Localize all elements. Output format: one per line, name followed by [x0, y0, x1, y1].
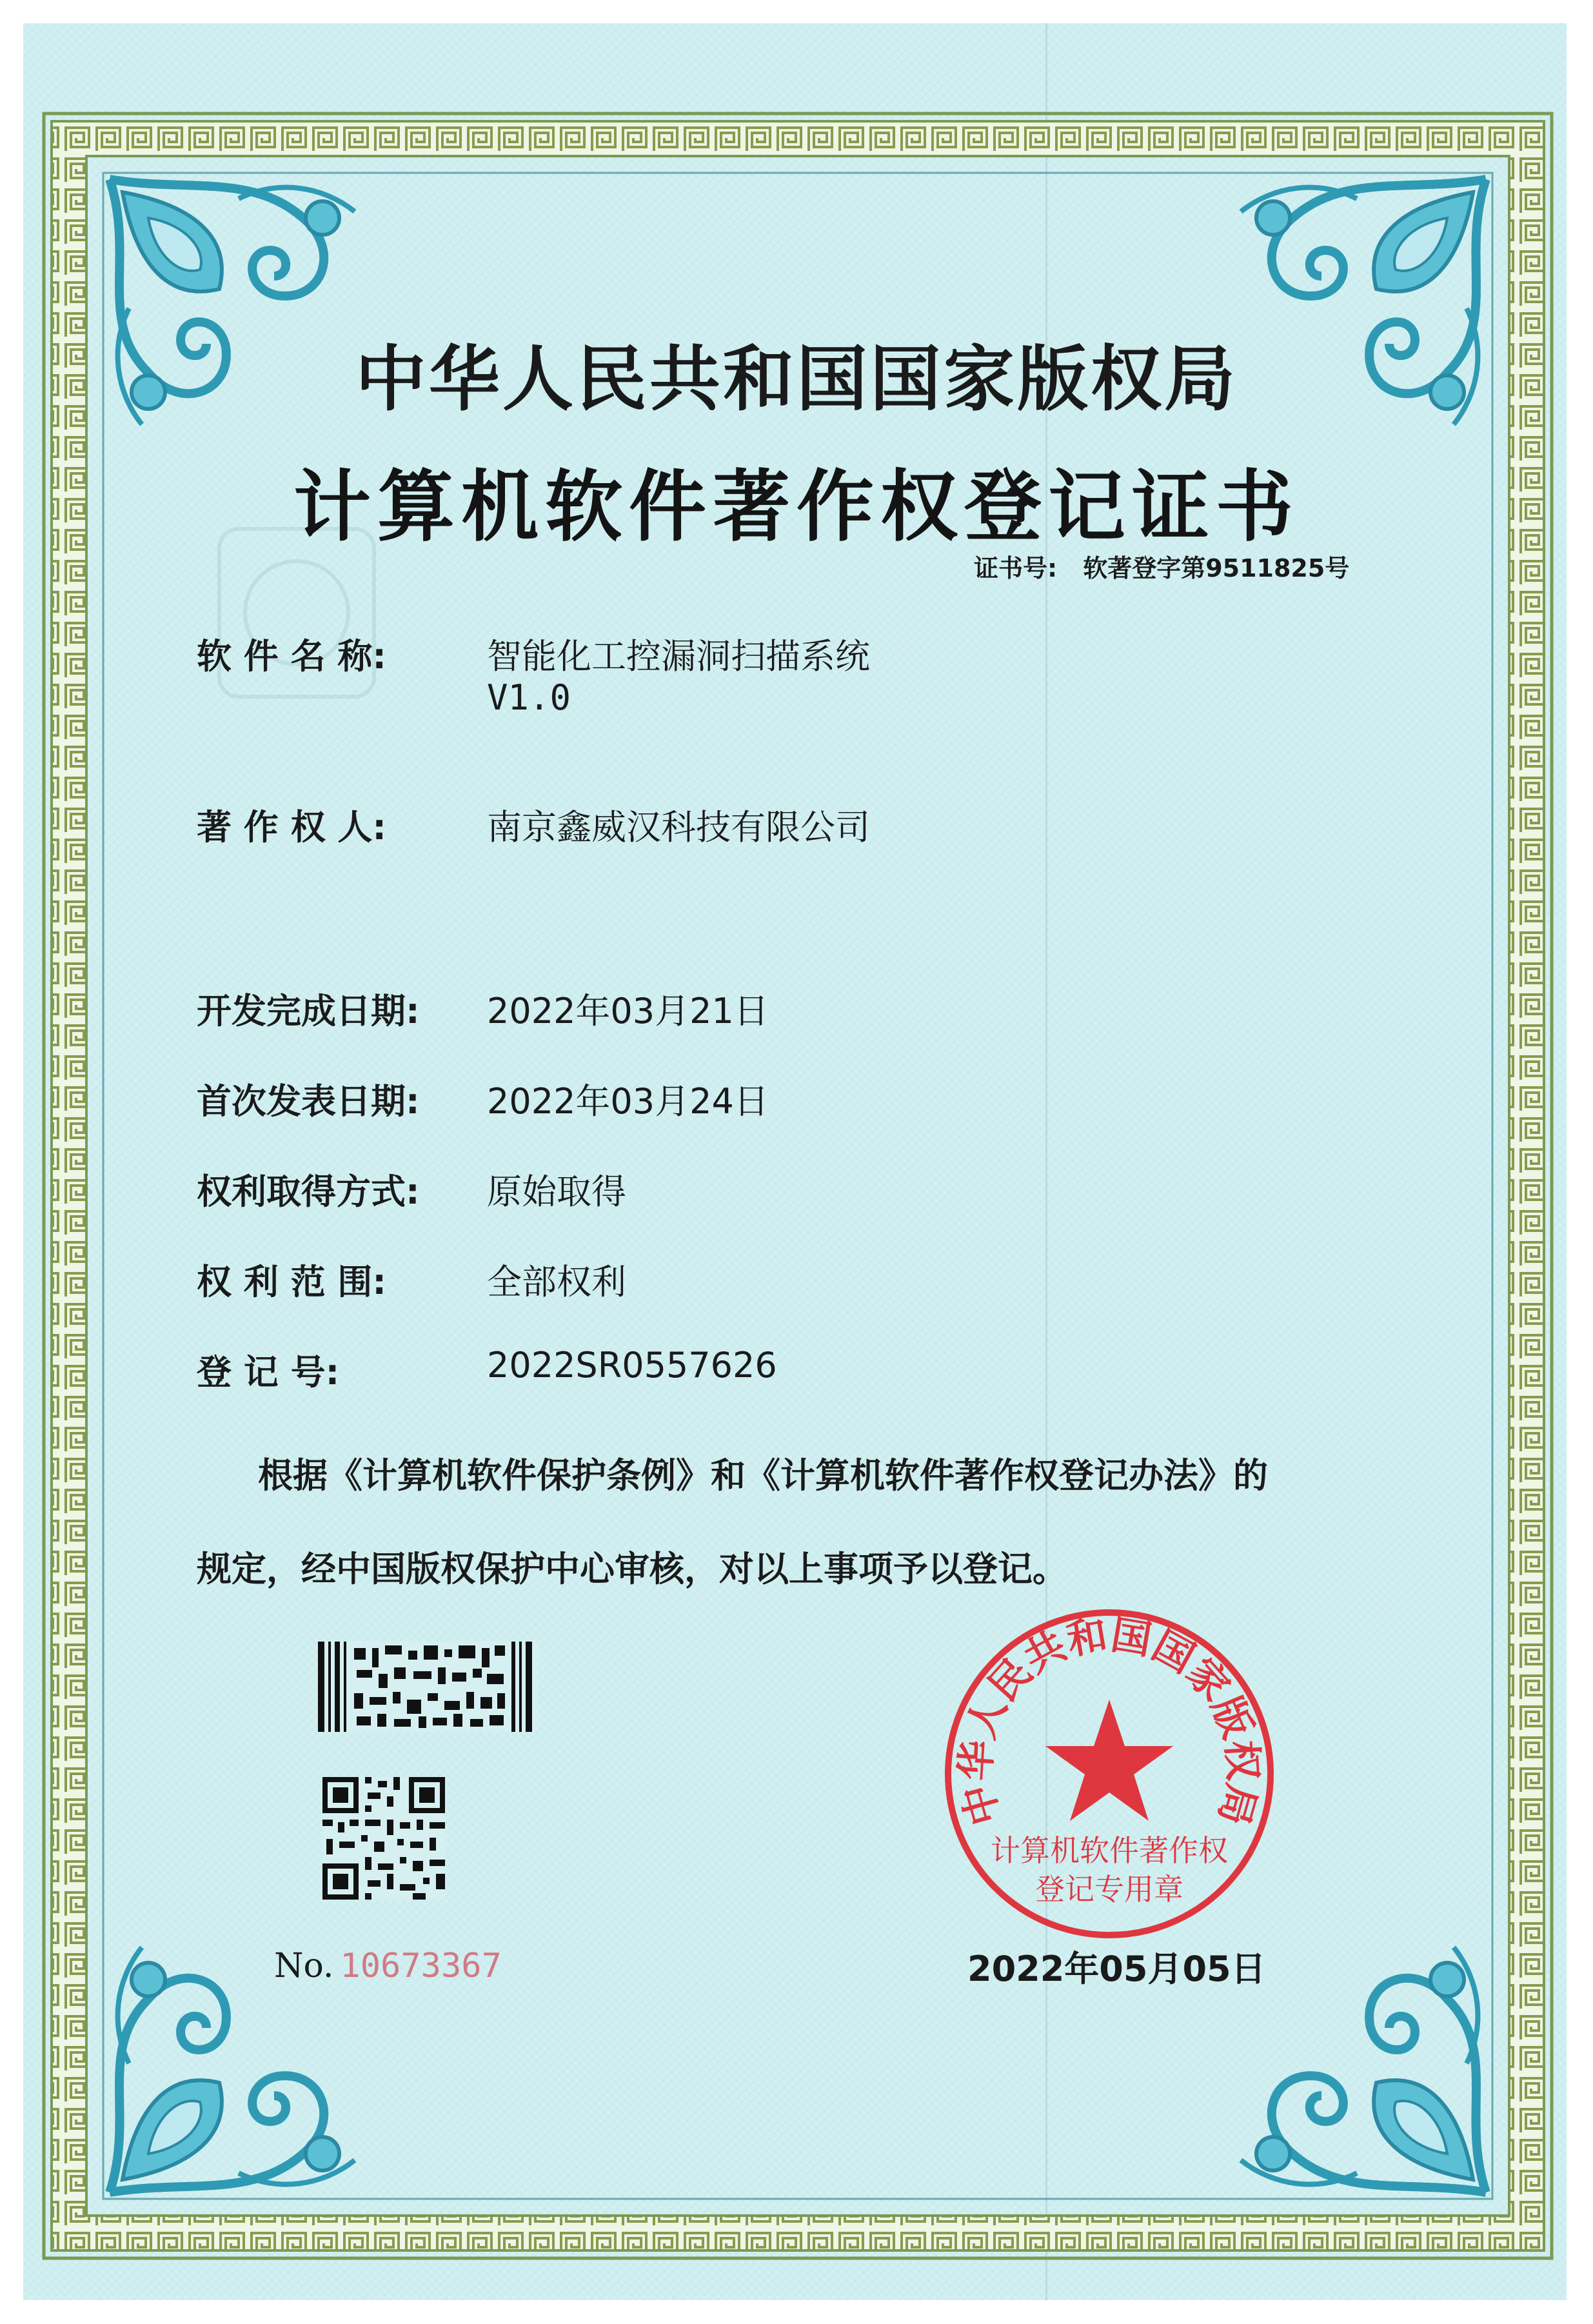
serial-prefix: No. — [274, 1947, 334, 1985]
registration-label: 登 记 号: — [197, 1352, 340, 1393]
serial-value: 10673367 — [340, 1947, 502, 1985]
scope-value: 全部权利 — [487, 1262, 626, 1302]
seal-inner-line-2: 登记专用章 — [1035, 1872, 1183, 1907]
registration-value: 2022SR0557626 — [487, 1345, 777, 1385]
issue-date: 2022年05月05日 — [967, 1949, 1266, 1989]
scope-label: 权 利 范 围: — [197, 1262, 386, 1302]
certificate-title: 计算机软件著作权登记证书 — [293, 462, 1300, 552]
barcode — [318, 1642, 537, 1732]
certificate-number-value: 软著登字第9511825号 — [1083, 554, 1350, 582]
acquisition-label: 权利取得方式: — [197, 1171, 420, 1212]
qr-code — [322, 1777, 445, 1900]
statement-line-2: 规定，经中国版权保护中心审核，对以上事项予以登记。 — [197, 1549, 1067, 1589]
owner-label: 著 作 权 人: — [197, 807, 386, 848]
software-version-value: V1.0 — [487, 677, 571, 718]
seal-inner-line-1: 计算机软件著作权 — [991, 1833, 1228, 1868]
issuer-title: 中华人民共和国国家版权局 — [355, 338, 1238, 421]
official-seal — [938, 1603, 1280, 1945]
publish-date-label: 首次发表日期: — [197, 1081, 420, 1122]
acquisition-value: 原始取得 — [487, 1171, 626, 1212]
software-name-value: 智能化工控漏洞扫描系统 — [487, 636, 870, 677]
serial-number — [274, 1947, 502, 1985]
completion-date-label: 开发完成日期: — [197, 991, 420, 1031]
completion-date-value: 2022年03月21日 — [487, 991, 769, 1031]
certificate-number-label: 证书号: — [974, 554, 1058, 582]
owner-value: 南京鑫威汉科技有限公司 — [487, 807, 870, 848]
certificate-number — [974, 548, 1349, 584]
publish-date-value: 2022年03月24日 — [487, 1081, 769, 1122]
statement-line-1: 根据《计算机软件保护条例》和《计算机软件著作权登记办法》的 — [258, 1455, 1268, 1496]
seal-ring-text: 中华人民共和国国家版权局 — [951, 1611, 1267, 1831]
software-name-label: 软 件 名 称: — [197, 636, 386, 677]
seal-star-icon — [1045, 1700, 1173, 1821]
